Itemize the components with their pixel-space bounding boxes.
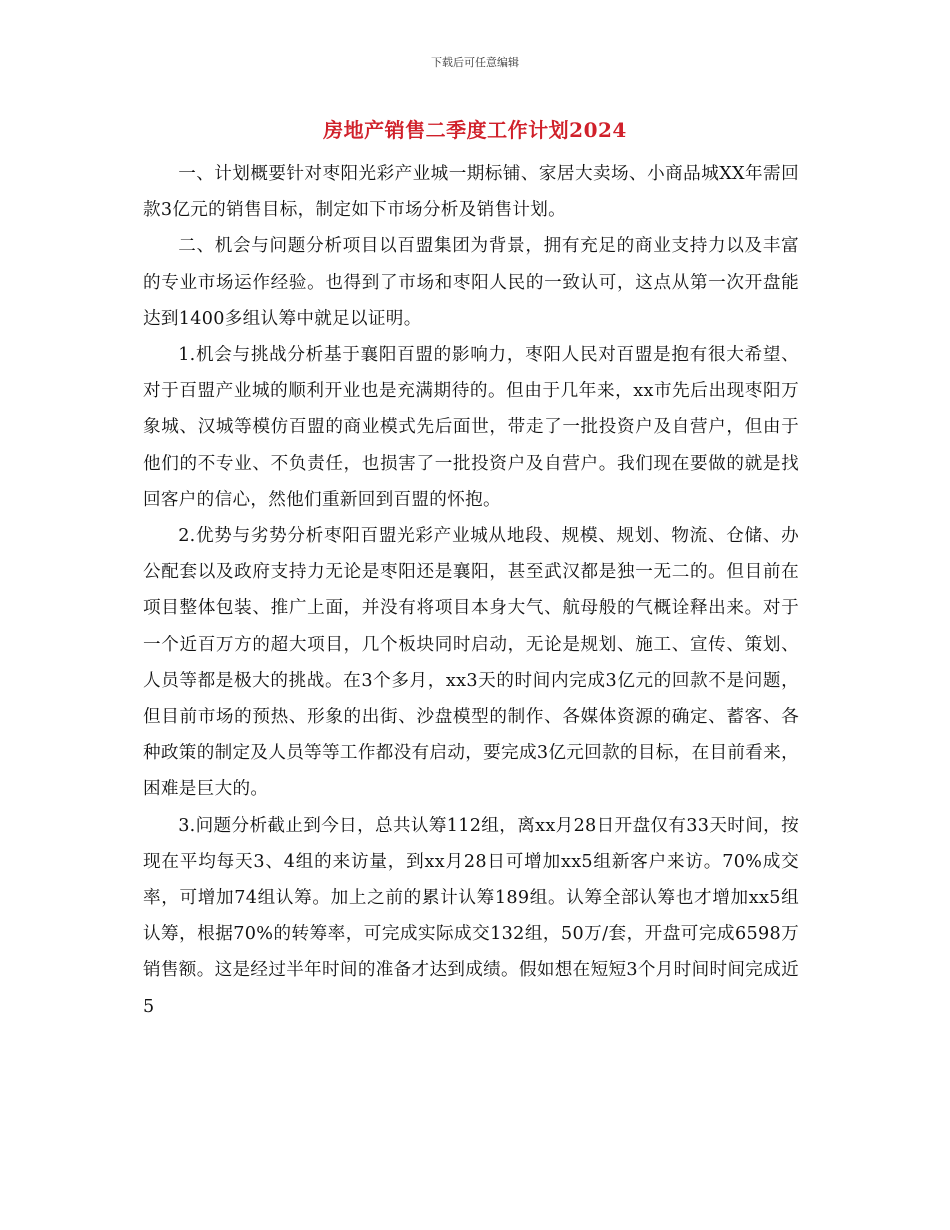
paragraph-strength-weakness: 2.优势与劣势分析枣阳百盟光彩产业城从地段、规模、规划、物流、仓储、办公配套以及政府支持力无论是枣阳还是襄阳，甚至武汉都是独一无二的。但目前在项目整体包装、推广上面，并没有将项目本身大气、航母般的气概诠释出来。对于一个近百万方的超大项目，几个板块同时启动，无论是规划、施工、宣传、策划、人员等都是极大的挑战。在3个多月，xx3天的时间内完成3亿元的回款不是问题，但目前市场的预热、形象的出街、沙盘模型的制作、各媒体资源的确定、蓄客、各种政策的制定及人员等等工作都没有启动，要完成3亿元回款的目标，在目前看来，困难是巨大的。 <box>143 526 799 800</box>
paragraph-opportunity-challenge: 1.机会与挑战分析基于襄阳百盟的影响力，枣阳人民对百盟是抱有很大希望、对于百盟产业城的顺利开业也是充满期待的。但由于几年来，xx市先后出现枣阳万象城、汉城等模仿百盟的商业模式先后面世，带走了一批投资户及自营户，但由于他们的不专业、不负责任，也损害了一批投资户及自营户。我们现在要做的就是找回客户的信心，然他们重新回到百盟的怀抱。 <box>143 345 799 510</box>
document-body <box>143 156 799 1025</box>
document-title: 房地产销售二季度工作计划2024 <box>323 118 627 142</box>
paragraph-problem-analysis: 3.问题分析截止到今日，总共认筹112组，离xx月28日开盘仅有33天时间，按现在平均每天3、4组的来访量，到xx月28日可增加xx5组新客户来访。70%成交率，可增加74组认筹。加上之前的累计认筹189组。认筹全部认筹也才增加xx5组认筹，根据70%的转筹率，可完成实际成交132组，50万/套，开盘可完成6598万销售额。这是经过半年时间的准备才达到成绩。假如想在短短3个月时间时间完成近5 <box>143 815 799 1017</box>
paragraph-plan-summary: 一、计划概要针对枣阳光彩产业城一期标铺、家居大卖场、小商品城XX年需回款3亿元的销售目标，制定如下市场分析及销售计划。 <box>143 164 799 221</box>
paragraph-opportunity-problem: 二、机会与问题分析项目以百盟集团为背景，拥有充足的商业支持力以及丰富的专业市场运作经验。也得到了市场和枣阳人民的一致认可，这点从第一次开盘能达到1400多组认筹中就足以证明。 <box>143 236 799 329</box>
header-note: 下载后可任意编辑 <box>431 56 519 69</box>
